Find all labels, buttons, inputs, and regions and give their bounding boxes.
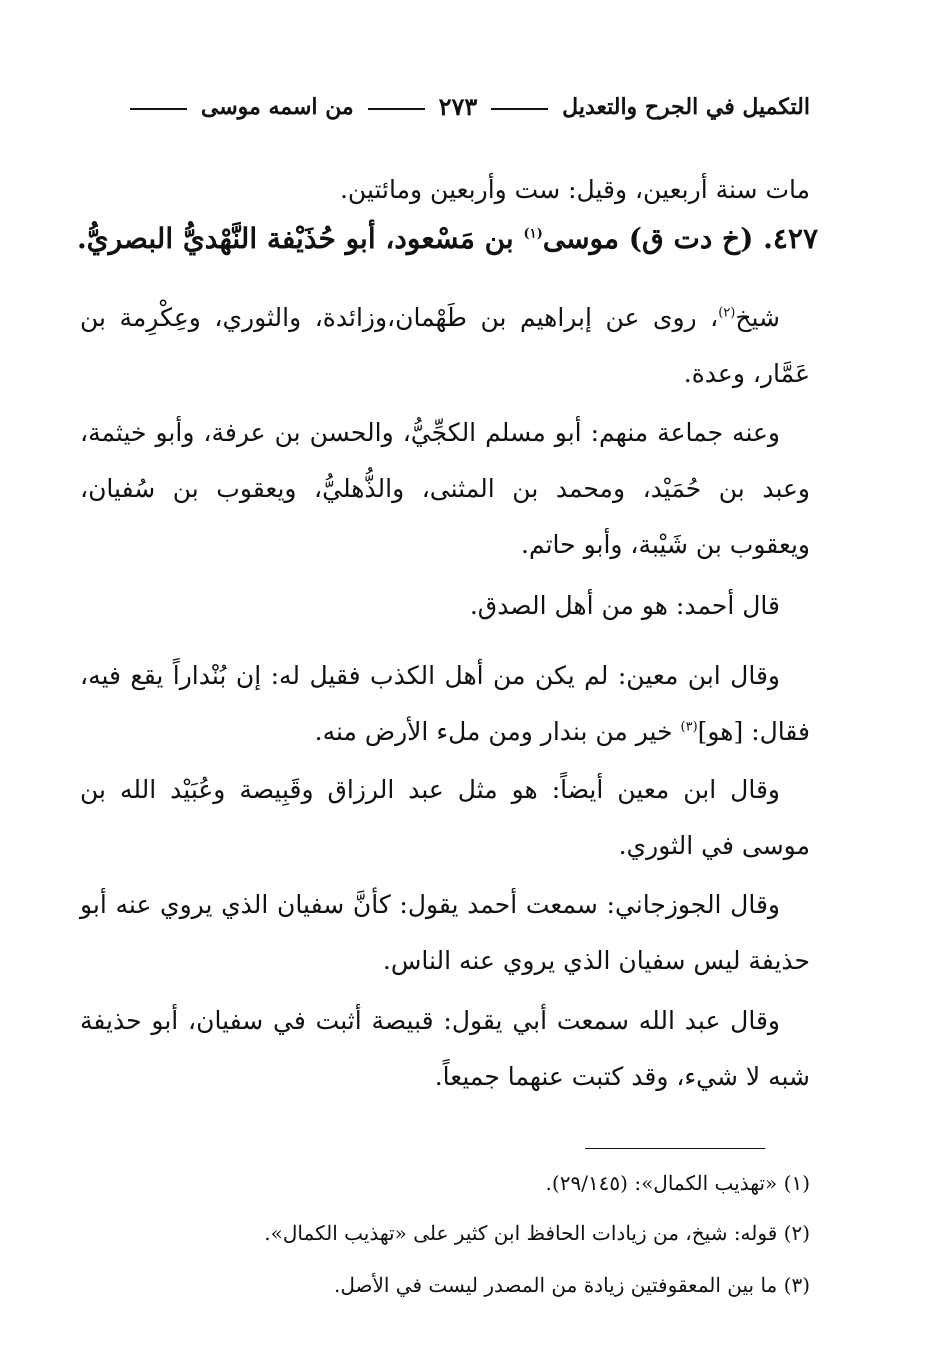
entry-symbols: (خ دت ق): [628, 222, 754, 255]
paragraph-7: وقال عبد الله سمعت أبي يقول: قبيصة أثبت في سفيان، أبو حذيفة شبه لا شيء، وقد كتبت عنهما جميعاً.: [80, 1006, 810, 1091]
paragraph-6: وقال الجوزجاني: سمعت أحمد يقول: كأنَّ سفيان الذي يروي عنه أبو حذيفة ليس سفيان الذي يروي عنه الناس.: [80, 890, 810, 975]
header-rule: [130, 108, 187, 110]
footnote-2: (٢) قوله: شيخ، من زيادات الحافظ ابن كثير على «تهذيب الكمال».: [264, 1221, 810, 1245]
entry-name-rest: بن مَسْعود، أبو حُذَيْفة النَّهْديُّ البصريُّ.: [76, 222, 514, 255]
paragraph-text: شيخ: [735, 303, 780, 332]
continuation-line: مات سنة أربعين، وقيل: ست وأربعين ومائتين.: [339, 175, 810, 204]
page-number: ٢٧٣: [438, 92, 478, 121]
footnote-marker: (٣): [680, 719, 698, 735]
footnote-marker: (٢): [718, 305, 736, 321]
paragraph-5: وقال ابن معين أيضاً: هو مثل عبد الرزاق وقَبِيصة وعُبَيْد الله بن موسى في الثوري.: [80, 775, 810, 860]
running-header: [130, 92, 810, 121]
section-name: من اسمه موسى: [200, 93, 354, 120]
paragraph-text: خير من بندار ومن ملء الأرض منه.: [314, 717, 681, 746]
entry-number: ٤٢٧.: [763, 222, 818, 255]
header-rule: [368, 108, 425, 110]
footnote-separator: [585, 1148, 765, 1149]
footnote-1: (١) «تهذيب الكمال»: (٢٩/١٤٥).: [545, 1171, 810, 1195]
paragraph-4: [80, 648, 810, 760]
footnote-marker: (١): [523, 226, 543, 242]
paragraph-3: قال أحمد: هو من أهل الصدق.: [469, 591, 780, 620]
entry-name: موسى: [542, 222, 619, 255]
footnote-3: (٣) ما بين المعقوفتين زيادة من المصدر ليست في الأصل.: [333, 1273, 810, 1297]
paragraph-1: [80, 290, 810, 402]
entry-heading: [76, 222, 818, 255]
paragraph-text: ، روى عن إبراهيم بن طَهْمان،وزائدة، والثوري، وعِكْرِمة بن عَمَّار، وعدة.: [80, 303, 810, 388]
book-title: التكميل في الجرح والتعديل: [562, 93, 810, 120]
header-rule: [491, 108, 548, 110]
paragraph-2: وعنه جماعة منهم: أبو مسلم الكجِّيُّ، والحسن بن عرفة، وأبو خيثمة، وعبد بن حُمَيْد، ومحمد بن المثنى، والذُّهليُّ، ويعقوب بن سُفيان، ويعقوب بن شَيْبة، وأبو حاتم.: [80, 418, 810, 559]
paragraph-text: وقال ابن معين: لم يكن من أهل الكذب فقيل له: إن بُنْداراً يقع فيه، فقال: [هو]: [80, 661, 810, 746]
